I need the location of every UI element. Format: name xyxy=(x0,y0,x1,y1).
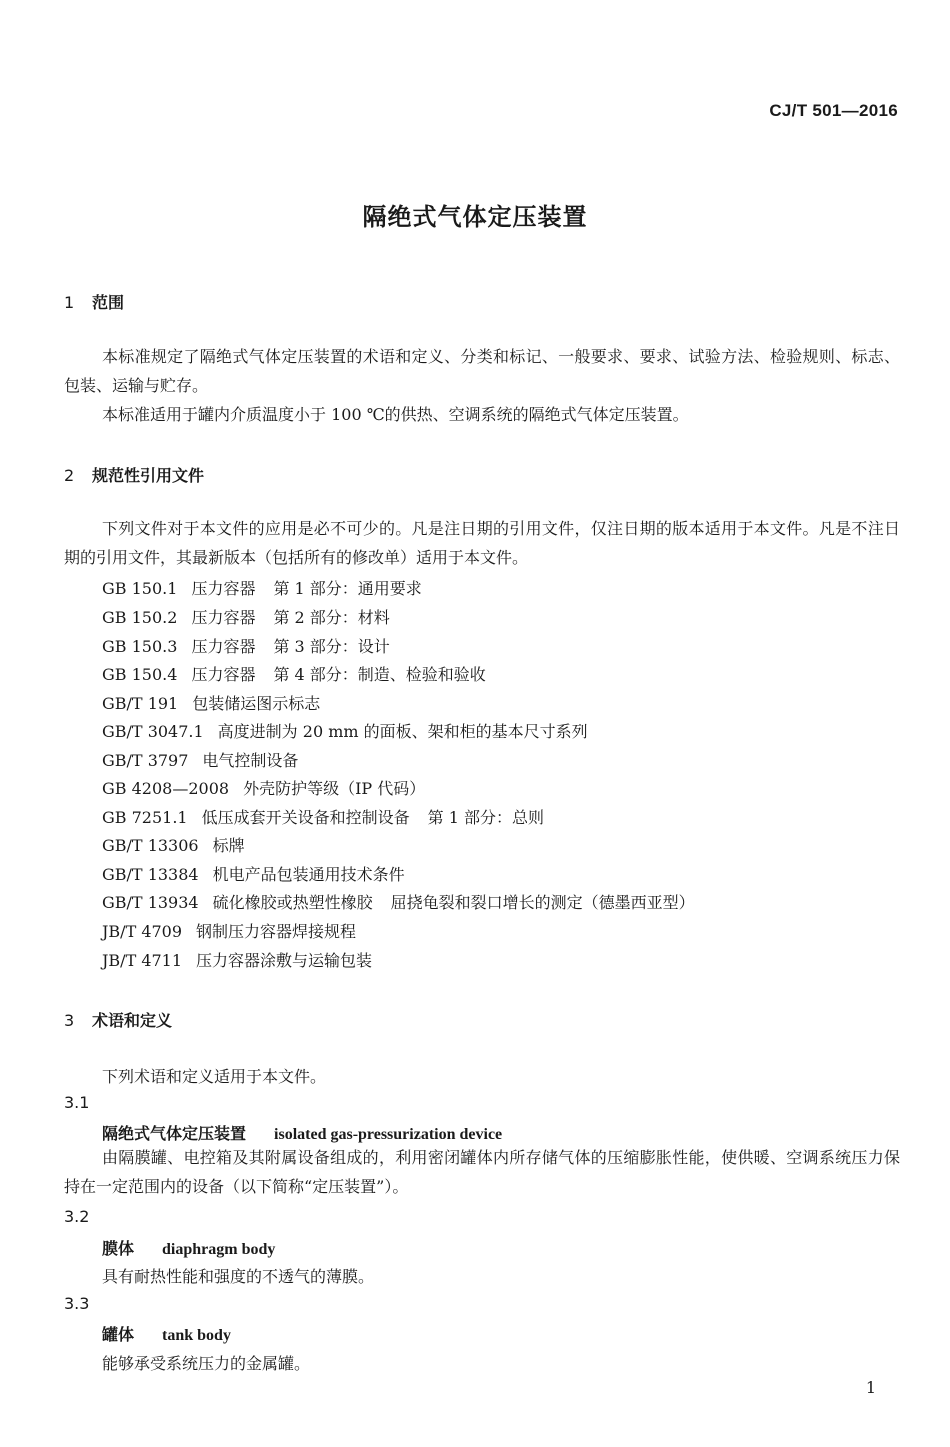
section-number: 3 xyxy=(64,1011,75,1030)
section-title: 范围 xyxy=(92,293,125,312)
reference-code: GB 150.2 xyxy=(102,608,178,627)
term-chinese: 隔绝式气体定压装置 xyxy=(102,1124,247,1143)
reference-item xyxy=(102,576,422,599)
section-title: 规范性引用文件 xyxy=(92,466,205,485)
reference-title: 低压成套开关设备和控制设备 xyxy=(201,808,410,827)
section-number: 2 xyxy=(64,466,75,485)
reference-title: 压力容器 xyxy=(191,637,256,656)
term-definition: 能够承受系统压力的金属罐。 xyxy=(102,1354,311,1373)
section-2-intro: 下列文件对于本文件的应用是必不可少的。凡是注日期的引用文件，仅注日期的版本适用于本文件。凡是不注日期的引用文件，其最新版本（包括所有的修改单）适用于本文件。 xyxy=(64,519,900,567)
reference-title: 压力容器 xyxy=(191,579,256,598)
clause-number: 3.2 xyxy=(64,1207,90,1226)
reference-title: 机电产品包装通用技术条件 xyxy=(212,865,405,884)
reference-item xyxy=(102,948,372,971)
reference-title: 压力容器 xyxy=(191,608,256,627)
reference-subtitle: 第 3 部分：设计 xyxy=(273,637,390,656)
document-title: 隔绝式气体定压装置 xyxy=(362,203,588,231)
section-1-paragraph-1: 本标准规定了隔绝式气体定压装置的术语和定义、分类和标记、一般要求、要求、试验方法、检验规则、标志、包装、运输与贮存。 xyxy=(64,347,900,395)
section-1-paragraph-2: 本标准适用于罐内介质温度小于 100 ℃的供热、空调系统的隔绝式气体定压装置。 xyxy=(102,405,689,424)
section-1-heading xyxy=(64,290,124,313)
section-title: 术语和定义 xyxy=(92,1011,173,1030)
reference-subtitle: 第 2 部分：材料 xyxy=(273,608,390,627)
reference-title: 高度进制为 20 mm 的面板、架和柜的基本尺寸系列 xyxy=(217,722,588,741)
reference-title: 硫化橡胶或热塑性橡胶 xyxy=(212,893,373,912)
reference-code: GB/T 13384 xyxy=(102,865,199,884)
reference-title: 外壳防护等级（IP 代码） xyxy=(243,779,426,798)
standard-code: CJ/T 501—2016 xyxy=(769,101,898,120)
reference-title: 包装储运图示标志 xyxy=(192,694,321,713)
section-3-intro: 下列术语和定义适用于本文件。 xyxy=(102,1067,327,1086)
reference-code: GB 4208—2008 xyxy=(102,779,230,798)
reference-item xyxy=(102,862,405,885)
reference-item xyxy=(102,662,486,685)
section-2-heading xyxy=(64,463,204,486)
reference-item xyxy=(102,719,588,742)
reference-code: GB 150.4 xyxy=(102,665,178,684)
reference-title: 电气控制设备 xyxy=(202,751,299,770)
reference-code: GB 150.3 xyxy=(102,637,178,656)
reference-item xyxy=(102,805,544,828)
reference-code: JB/T 4711 xyxy=(102,951,183,970)
section-number: 1 xyxy=(64,293,75,312)
reference-code: GB/T 191 xyxy=(102,694,179,713)
reference-item xyxy=(102,776,425,799)
reference-title: 压力容器涂敷与运输包装 xyxy=(196,951,373,970)
clause-number: 3.3 xyxy=(64,1294,90,1313)
reference-code: GB/T 13934 xyxy=(102,893,199,912)
term-chinese: 罐体 xyxy=(102,1325,135,1344)
reference-code: JB/T 4709 xyxy=(102,922,183,941)
reference-subtitle: 第 4 部分：制造、检验和验收 xyxy=(273,665,486,684)
reference-item xyxy=(102,691,320,714)
term-english: isolated gas-pressurization device xyxy=(274,1126,503,1143)
term-chinese: 膜体 xyxy=(102,1239,135,1258)
clause-number: 3.1 xyxy=(64,1093,90,1112)
term-entry xyxy=(102,1236,275,1259)
term-definition: 由隔膜罐、电控箱及其附属设备组成的，利用密闭罐体内所存储气体的压缩膨胀性能，使供暖、空调系统压力保持在一定范围内的设备（以下简称“定压装置”）。 xyxy=(64,1148,900,1196)
reference-subtitle: 第 1 部分：通用要求 xyxy=(273,579,422,598)
section-3-heading xyxy=(64,1008,172,1031)
reference-code: GB/T 13306 xyxy=(102,836,199,855)
term-english: tank body xyxy=(162,1327,231,1344)
term-definition: 具有耐热性能和强度的不透气的薄膜。 xyxy=(102,1267,375,1286)
reference-item xyxy=(102,748,298,771)
reference-title: 钢制压力容器焊接规程 xyxy=(196,922,357,941)
reference-code: GB 150.1 xyxy=(102,579,178,598)
reference-item xyxy=(102,634,390,657)
reference-item xyxy=(102,919,356,942)
reference-subtitle: 屈挠龟裂和裂口增长的测定（德墨西亚型） xyxy=(390,893,695,912)
reference-title: 压力容器 xyxy=(191,665,256,684)
term-entry xyxy=(102,1322,231,1345)
reference-code: GB/T 3047.1 xyxy=(102,722,204,741)
reference-code: GB/T 3797 xyxy=(102,751,189,770)
reference-item xyxy=(102,890,695,913)
reference-subtitle: 第 1 部分：总则 xyxy=(427,808,544,827)
reference-item xyxy=(102,605,390,628)
term-english: diaphragm body xyxy=(162,1241,276,1258)
reference-code: GB 7251.1 xyxy=(102,808,188,827)
term-entry xyxy=(102,1121,502,1144)
reference-title: 标牌 xyxy=(212,836,245,855)
page-number: 1 xyxy=(865,1378,876,1397)
reference-item xyxy=(102,833,245,856)
